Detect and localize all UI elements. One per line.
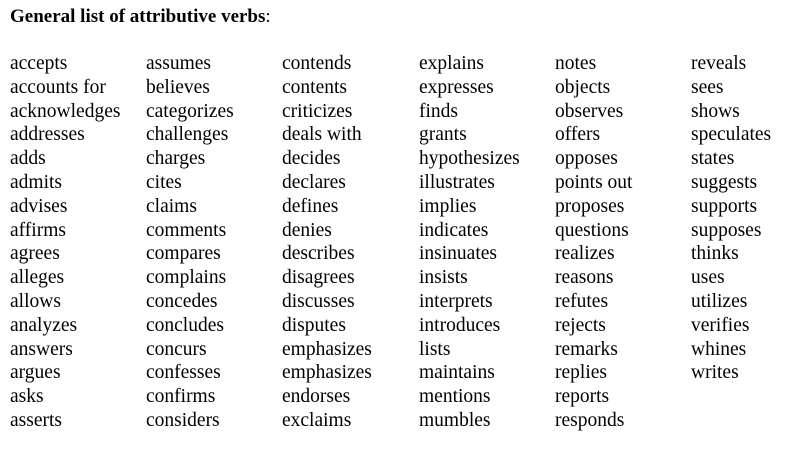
verb-item: introduces xyxy=(419,314,501,336)
verb-column-2 xyxy=(146,52,234,433)
verb-item: disagrees xyxy=(282,267,355,289)
verb-item: claims xyxy=(146,195,197,217)
verb-item: asserts xyxy=(10,409,62,431)
verb-item: believes xyxy=(146,76,210,98)
verb-item: opposes xyxy=(555,148,618,170)
verb-item: rejects xyxy=(555,314,606,336)
verb-item: deals with xyxy=(282,124,362,146)
verb-columns xyxy=(0,52,800,442)
verb-item: points out xyxy=(555,171,633,193)
verb-item: cites xyxy=(146,171,182,193)
verb-item: comments xyxy=(146,219,227,241)
verb-item: concedes xyxy=(146,290,218,312)
verb-item: remarks xyxy=(555,338,618,360)
verb-item: complains xyxy=(146,267,227,289)
verb-item: admits xyxy=(10,171,62,193)
verb-item: analyzes xyxy=(10,314,78,336)
verb-item: declares xyxy=(282,171,346,193)
verb-item: grants xyxy=(419,124,467,146)
verb-item: confirms xyxy=(146,386,216,408)
verb-item: considers xyxy=(146,409,220,431)
verb-item: refutes xyxy=(555,290,609,312)
verb-item: verifies xyxy=(691,314,750,336)
verb-item: suggests xyxy=(691,171,758,193)
verb-item: categorizes xyxy=(146,100,234,122)
verb-item: insists xyxy=(419,267,468,289)
verb-item: decides xyxy=(282,148,341,170)
verb-item: supports xyxy=(691,195,758,217)
verb-item: reports xyxy=(555,386,610,408)
verb-item: argues xyxy=(10,362,61,384)
verb-item: disputes xyxy=(282,314,346,336)
verb-item: objects xyxy=(555,76,611,98)
verb-item: contends xyxy=(282,53,352,74)
page-heading xyxy=(10,5,271,29)
verb-item: emphasizes xyxy=(282,362,372,384)
verb-item: whines xyxy=(691,338,747,360)
verb-item: accounts for xyxy=(10,76,106,98)
verb-item: endorses xyxy=(282,386,351,408)
verb-item: sees xyxy=(691,76,724,98)
verb-item: responds xyxy=(555,409,625,431)
verb-item: utilizes xyxy=(691,290,748,312)
verb-item: questions xyxy=(555,219,629,241)
verb-item: describes xyxy=(282,243,355,265)
verb-item: insinuates xyxy=(419,243,497,265)
verb-item: offers xyxy=(555,124,601,146)
verb-item: thinks xyxy=(691,243,739,265)
verb-item: maintains xyxy=(419,362,495,384)
verb-item: writes xyxy=(691,362,739,384)
verb-item: implies xyxy=(419,195,477,217)
heading-colon: : xyxy=(265,6,271,27)
verb-item: realizes xyxy=(555,243,615,265)
verb-item: notes xyxy=(555,53,597,74)
verb-item: hypothesizes xyxy=(419,148,520,170)
verb-item: affirms xyxy=(10,219,66,241)
verb-item: emphasizes xyxy=(282,338,372,360)
verb-item: adds xyxy=(10,148,46,170)
verb-column-4 xyxy=(419,52,520,433)
verb-item: reasons xyxy=(555,267,614,289)
verb-item: agrees xyxy=(10,243,60,265)
verb-item: exclaims xyxy=(282,409,352,431)
verb-item: assumes xyxy=(146,53,211,74)
verb-item: challenges xyxy=(146,124,229,146)
verb-item: asks xyxy=(10,386,44,408)
verb-column-5 xyxy=(555,52,632,433)
verb-column-3 xyxy=(282,52,372,433)
verb-item: states xyxy=(691,148,735,170)
verb-item: observes xyxy=(555,100,624,122)
verb-item: contents xyxy=(282,76,347,98)
verb-item: expresses xyxy=(419,76,494,98)
verb-item: explains xyxy=(419,53,484,74)
verb-item: charges xyxy=(146,148,206,170)
verb-item: accepts xyxy=(10,53,68,74)
verb-item: mentions xyxy=(419,386,491,408)
verb-column-6 xyxy=(691,52,771,385)
verb-item: confesses xyxy=(146,362,221,384)
verb-item: mumbles xyxy=(419,409,491,431)
verb-item: alleges xyxy=(10,267,65,289)
verb-item: concludes xyxy=(146,314,224,336)
verb-item: replies xyxy=(555,362,607,384)
verb-item: shows xyxy=(691,100,740,122)
verb-item: criticizes xyxy=(282,100,353,122)
verb-item: advises xyxy=(10,195,68,217)
verb-item: reveals xyxy=(691,53,747,74)
verb-item: concurs xyxy=(146,338,207,360)
verb-item: supposes xyxy=(691,219,762,241)
verb-item: compares xyxy=(146,243,221,265)
verb-item: proposes xyxy=(555,195,625,217)
verb-item: lists xyxy=(419,338,451,360)
verb-item: interprets xyxy=(419,290,493,312)
verb-item: speculates xyxy=(691,124,772,146)
verb-item: finds xyxy=(419,100,458,122)
verb-item: indicates xyxy=(419,219,489,241)
heading-title: General list of attributive verbs xyxy=(10,6,266,27)
verb-item: allows xyxy=(10,290,61,312)
verb-item: denies xyxy=(282,219,332,241)
verb-column-1 xyxy=(10,52,120,433)
verb-item: discusses xyxy=(282,290,355,312)
verb-item: answers xyxy=(10,338,73,360)
verb-item: acknowledges xyxy=(10,100,121,122)
verb-item: illustrates xyxy=(419,171,495,193)
verb-item: defines xyxy=(282,195,339,217)
verb-item: addresses xyxy=(10,124,85,146)
verb-item: uses xyxy=(691,267,725,289)
